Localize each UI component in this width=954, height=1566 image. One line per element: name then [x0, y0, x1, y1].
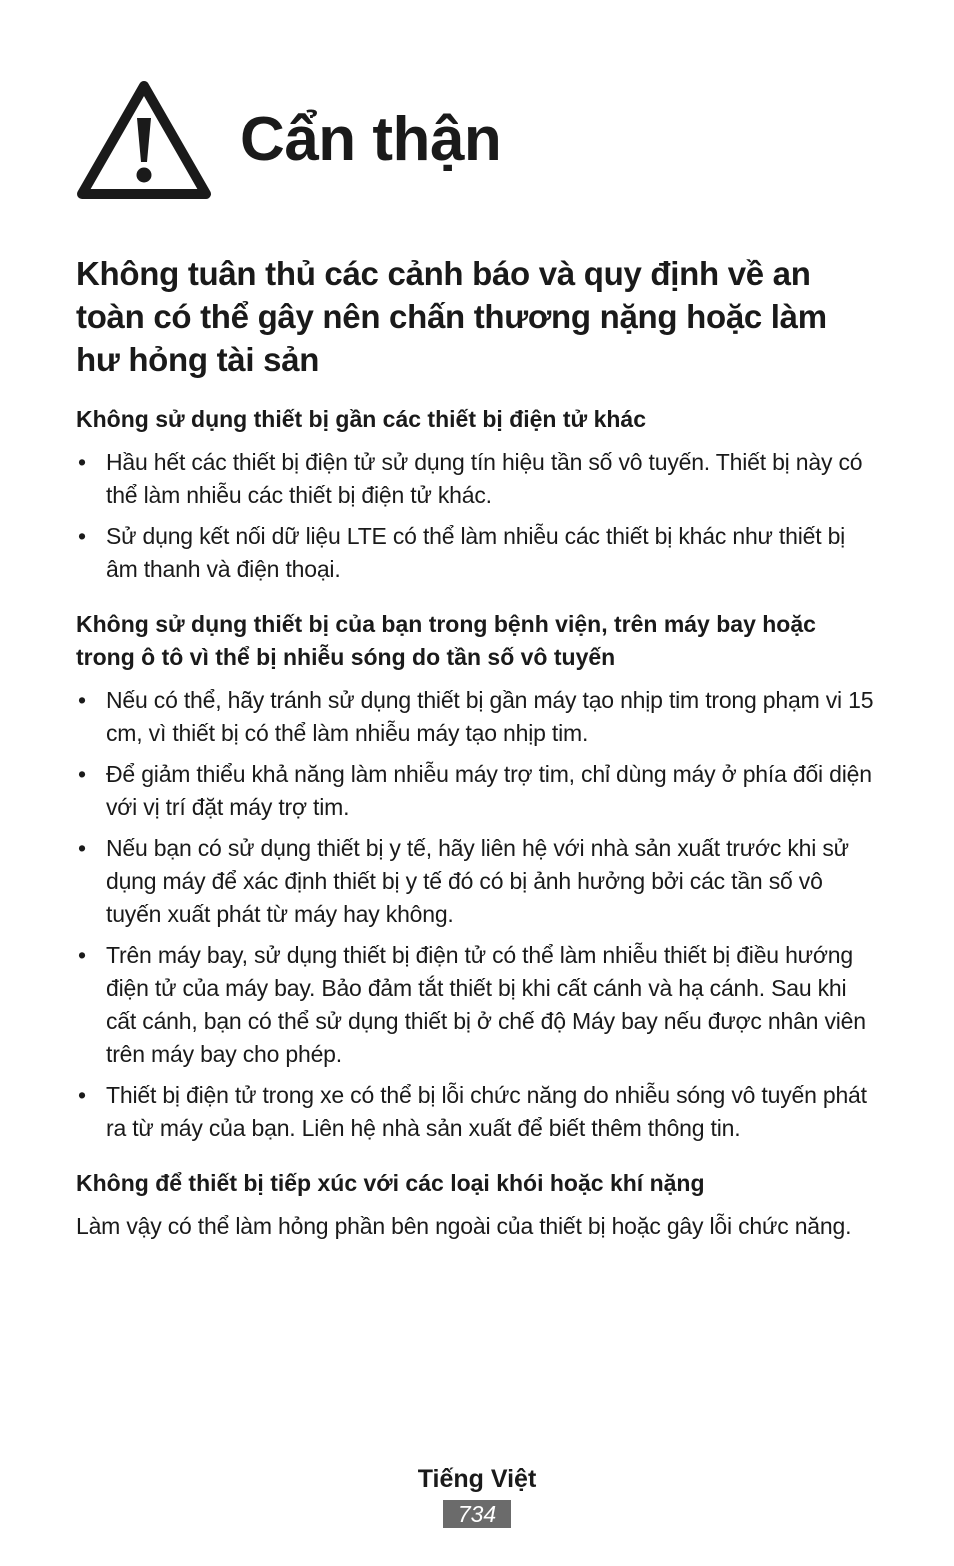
section-heading: Không sử dụng thiết bị của bạn trong bệnh viện, trên máy bay hoặc trong ô tô vì thể bị nhiễu sóng do tần số vô tuyến	[76, 611, 816, 670]
main-heading: Không tuân thủ các cảnh báo và quy định về an toàn có thể gây nên chấn thương nặng hoặc làm hư hỏng tài sản	[76, 255, 827, 378]
list-item: • Nếu bạn có sử dụng thiết bị y tế, hãy liên hệ với nhà sản xuất trước khi sử dụng máy để xác định thiết bị y tế đó có bị ảnh hưởng bởi các tần số vô tuyến xuất phát từ máy hay không.	[76, 832, 876, 931]
section-heading: Không để thiết bị tiếp xúc với các loại khói hoặc khí nặng	[76, 1170, 705, 1196]
section-body: Làm vậy có thể làm hỏng phần bên ngoài của thiết bị hoặc gây lỗi chức năng.	[76, 1213, 852, 1239]
bullet-list	[76, 684, 876, 1145]
warning-triangle-icon	[76, 78, 212, 202]
document-page	[76, 78, 876, 1243]
list-item: • Hầu hết các thiết bị điện tử sử dụng tín hiệu tần số vô tuyến. Thiết bị này có thể làm nhiễu các thiết bị điện tử khác.	[76, 446, 876, 512]
bullet-list	[76, 446, 876, 586]
page-number: 734	[443, 1500, 511, 1528]
list-item: • Sử dụng kết nối dữ liệu LTE có thể làm nhiễu các thiết bị khác như thiết bị âm thanh và điện thoại.	[76, 520, 876, 586]
page-footer	[0, 1462, 954, 1528]
list-item: • Nếu có thể, hãy tránh sử dụng thiết bị gần máy tạo nhịp tim trong phạm vi 15 cm, vì thiết bị có thể làm nhiễu máy tạo nhịp tim.	[76, 684, 876, 750]
section-heading: Không sử dụng thiết bị gần các thiết bị điện tử khác	[76, 406, 647, 432]
section-hospital-airplane-car	[76, 608, 876, 1145]
section-electronic-devices	[76, 403, 876, 586]
caution-header	[76, 78, 876, 202]
footer-language: Tiếng Việt	[417, 1465, 537, 1493]
list-item: • Để giảm thiểu khả năng làm nhiễu máy trợ tim, chỉ dùng máy ở phía đối diện với vị trí đặt máy trợ tim.	[76, 758, 876, 824]
section-smoke-fumes	[76, 1167, 876, 1243]
list-item: • Trên máy bay, sử dụng thiết bị điện tử có thể làm nhiễu thiết bị điều hướng điện tử của máy bay. Bảo đảm tắt thiết bị khi cất cánh và hạ cánh. Sau khi cất cánh, bạn có thể sử dụng thiết bị ở chế độ Máy bay nếu được nhân viên trên máy bay cho phép.	[76, 939, 876, 1071]
page-title: Cẩn thận	[240, 105, 502, 174]
list-item: • Thiết bị điện tử trong xe có thể bị lỗi chức năng do nhiễu sóng vô tuyến phát ra từ máy của bạn. Liên hệ nhà sản xuất để biết thêm thông tin.	[76, 1079, 876, 1145]
